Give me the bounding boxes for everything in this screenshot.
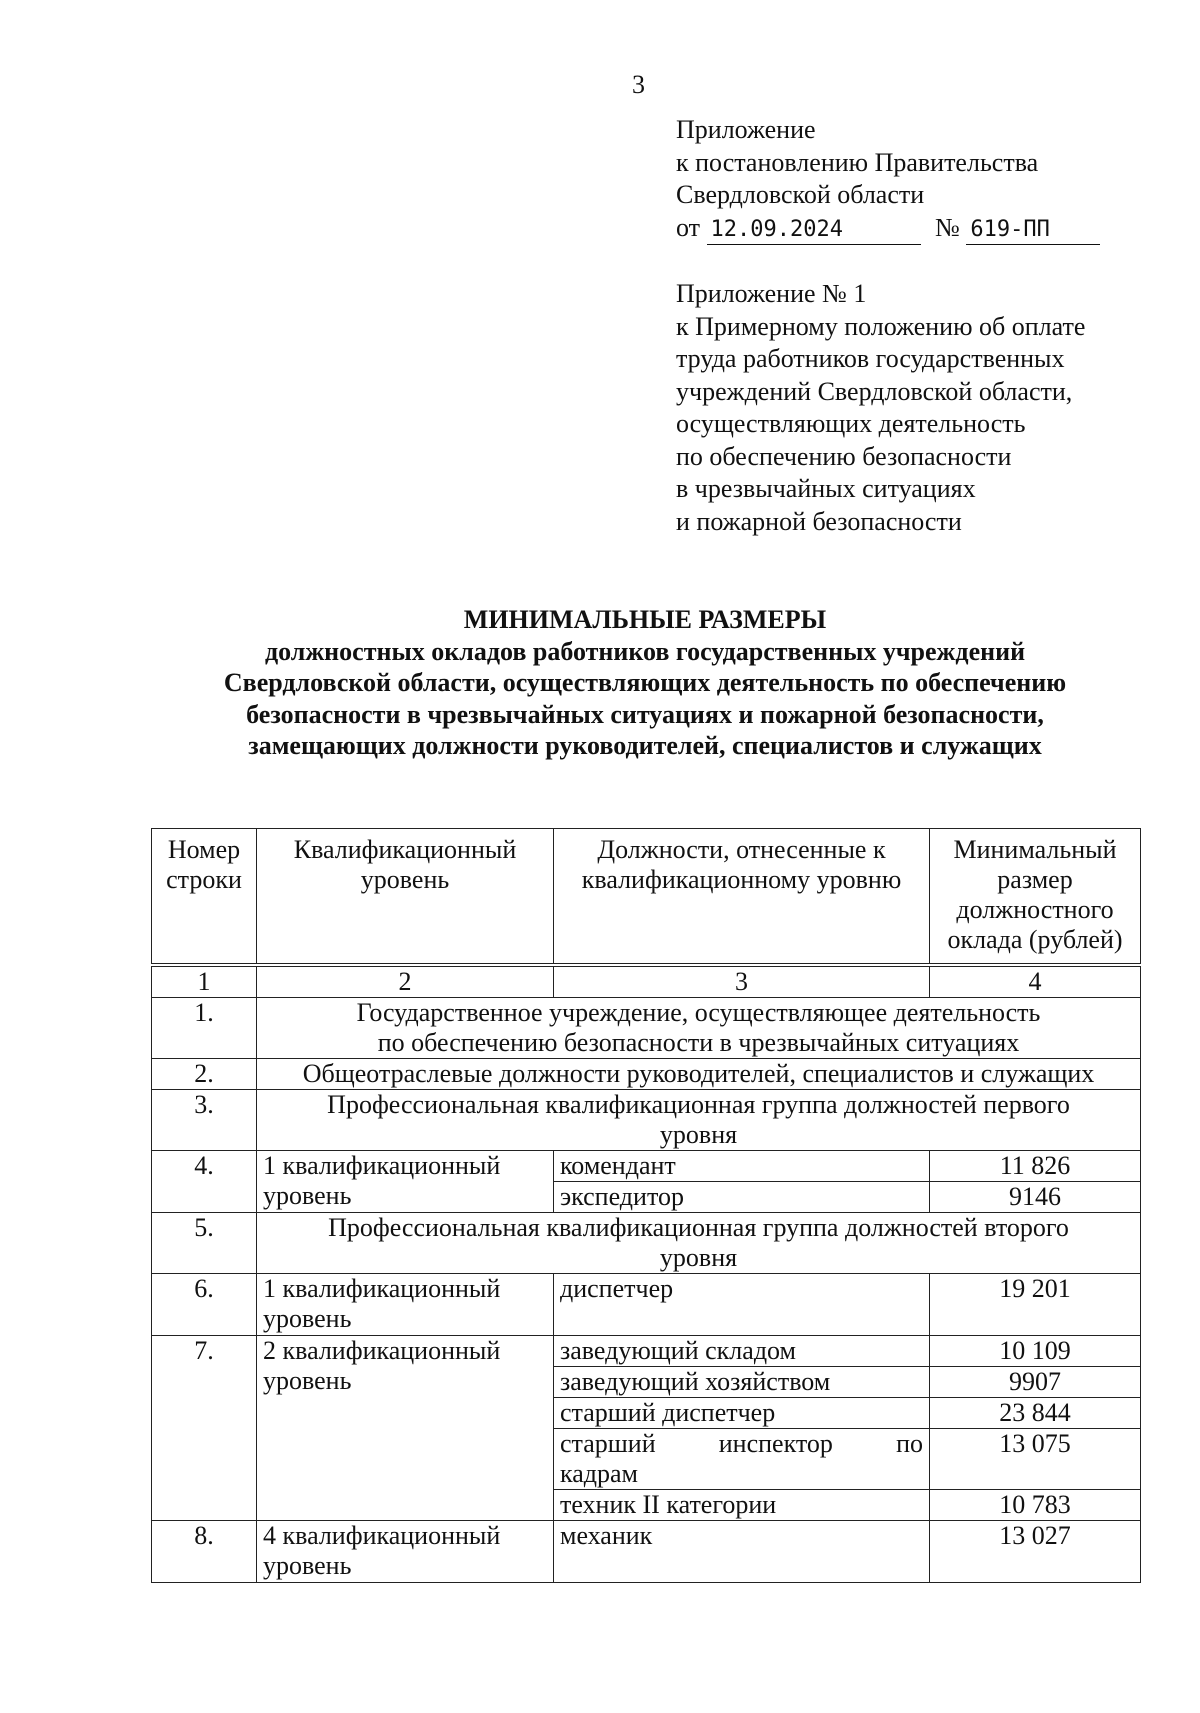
appendix-line: Приложение	[676, 115, 816, 144]
row-number: 7.	[152, 1336, 257, 1521]
position-salary: 23 844	[930, 1398, 1141, 1429]
appendix-main-block	[676, 114, 1100, 245]
table-row	[152, 1521, 1141, 1583]
table-row	[152, 1274, 1141, 1336]
position-word: старший	[560, 1429, 656, 1458]
title-line: замещающих должности руководителей, специалистов и служащих	[248, 731, 1042, 760]
table-row	[152, 1090, 1141, 1151]
appendix-1-line: Приложение № 1	[676, 279, 867, 308]
col-number: 4	[930, 965, 1141, 998]
appendix-1-line: в чрезвычайных ситуациях	[676, 474, 976, 503]
position-salary: 10 109	[930, 1336, 1141, 1367]
title-line: должностных окладов работников государственных учреждений	[264, 636, 1026, 666]
section-heading-line: по обеспечению безопасности в чрезвычайных ситуациях	[377, 1028, 1020, 1057]
title-heading: МИНИМАЛЬНЫЕ РАЗМЕРЫ	[463, 605, 827, 634]
section-heading	[257, 998, 1141, 1059]
from-label: от	[676, 212, 701, 242]
table-header-row	[152, 829, 1141, 966]
col-number: 3	[554, 965, 930, 998]
position-name: диспетчер	[554, 1274, 930, 1336]
appendix-line: Свердловской области	[676, 180, 925, 209]
group-heading	[257, 1213, 1141, 1274]
position-salary: 9907	[930, 1367, 1141, 1398]
table-row	[152, 1336, 1141, 1367]
position-name: экспедитор	[554, 1182, 930, 1213]
number-label: №	[935, 212, 960, 242]
group-heading-line: Профессиональная квалификационная группа должностей первого	[327, 1090, 1070, 1119]
document-title	[130, 604, 1160, 762]
position-name-line	[560, 1429, 923, 1459]
position-name: механик	[554, 1521, 930, 1583]
position-word: инспектор	[718, 1429, 833, 1458]
position-salary: 9146	[930, 1182, 1141, 1213]
qualification-level: 4 квалификационный уровень	[257, 1521, 554, 1583]
qualification-level: 2 квалификационный уровень	[257, 1336, 554, 1521]
position-salary: 19 201	[930, 1274, 1141, 1336]
appendix-1-line: по обеспечению безопасности	[676, 441, 1012, 471]
row-number: 8.	[152, 1521, 257, 1583]
row-number: 5.	[152, 1213, 257, 1274]
appendix-1-line: и пожарной безопасности	[676, 506, 962, 536]
position-word: по	[896, 1429, 923, 1458]
position-name: заведующий хозяйством	[554, 1367, 930, 1398]
header-row-number: Номер строки	[152, 829, 257, 966]
salary-table	[151, 828, 1141, 1583]
qualification-level: 1 квалификационный уровень	[257, 1151, 554, 1213]
header-salary: Минимальный размер должностного оклада (рублей)	[930, 829, 1141, 966]
position-salary: 11 826	[930, 1151, 1141, 1182]
row-number: 4.	[152, 1151, 257, 1213]
position-salary: 13 027	[930, 1521, 1141, 1583]
col-number: 1	[152, 965, 257, 998]
decree-date-line	[676, 212, 1100, 245]
header-level: Квалификационный уровень	[257, 829, 554, 966]
position-name: техник II категории	[554, 1490, 930, 1521]
col-number: 2	[257, 965, 554, 998]
appendix-line: к постановлению Правительства	[676, 147, 1039, 177]
group-heading	[257, 1090, 1141, 1151]
section-heading-line: Государственное учреждение, осуществляющее деятельность	[356, 998, 1041, 1027]
row-number: 6.	[152, 1274, 257, 1336]
page-number: 3	[632, 70, 645, 99]
position-salary: 13 075	[930, 1429, 1141, 1490]
table-row	[152, 1059, 1141, 1090]
position-name: старший диспетчер	[554, 1398, 930, 1429]
group-heading-line: уровня	[659, 1120, 738, 1149]
row-number: 2.	[152, 1059, 257, 1090]
section-heading: Общеотраслевые должности руководителей, специалистов и служащих	[257, 1059, 1141, 1090]
position-name-line: кадрам	[560, 1459, 638, 1488]
header-positions: Должности, отнесенные к квалификационному уровню	[554, 829, 930, 966]
group-heading-line: уровня	[659, 1243, 738, 1272]
qualification-level: 1 квалификационный уровень	[257, 1274, 554, 1336]
appendix-1-line: к Примерному положению об оплате	[676, 311, 1086, 341]
position-name: заведующий складом	[554, 1336, 930, 1367]
group-heading-line: Профессиональная квалификационная группа должностей второго	[328, 1213, 1069, 1242]
appendix-1-line: труда работников государственных	[676, 344, 1065, 373]
row-number: 1.	[152, 998, 257, 1059]
position-salary: 10 783	[930, 1490, 1141, 1521]
position-name	[554, 1429, 930, 1490]
position-name: комендант	[554, 1151, 930, 1182]
decree-number: 619-ПП	[966, 216, 1100, 245]
title-line: безопасности в чрезвычайных ситуациях и пожарной безопасности,	[246, 699, 1044, 729]
table-row	[152, 1213, 1141, 1274]
appendix-1-line: учреждений Свердловской области,	[676, 376, 1073, 406]
title-line: Свердловской области, осуществляющих деятельность по обеспечению	[223, 668, 1067, 697]
table-row	[152, 1151, 1141, 1182]
decree-date: 12.09.2024	[707, 216, 921, 245]
appendix-1-line: осуществляющих деятельность	[676, 409, 1026, 438]
row-number: 3.	[152, 1090, 257, 1151]
appendix-1-block	[676, 278, 1085, 538]
table-row	[152, 998, 1141, 1059]
column-numbers-row	[152, 965, 1141, 998]
